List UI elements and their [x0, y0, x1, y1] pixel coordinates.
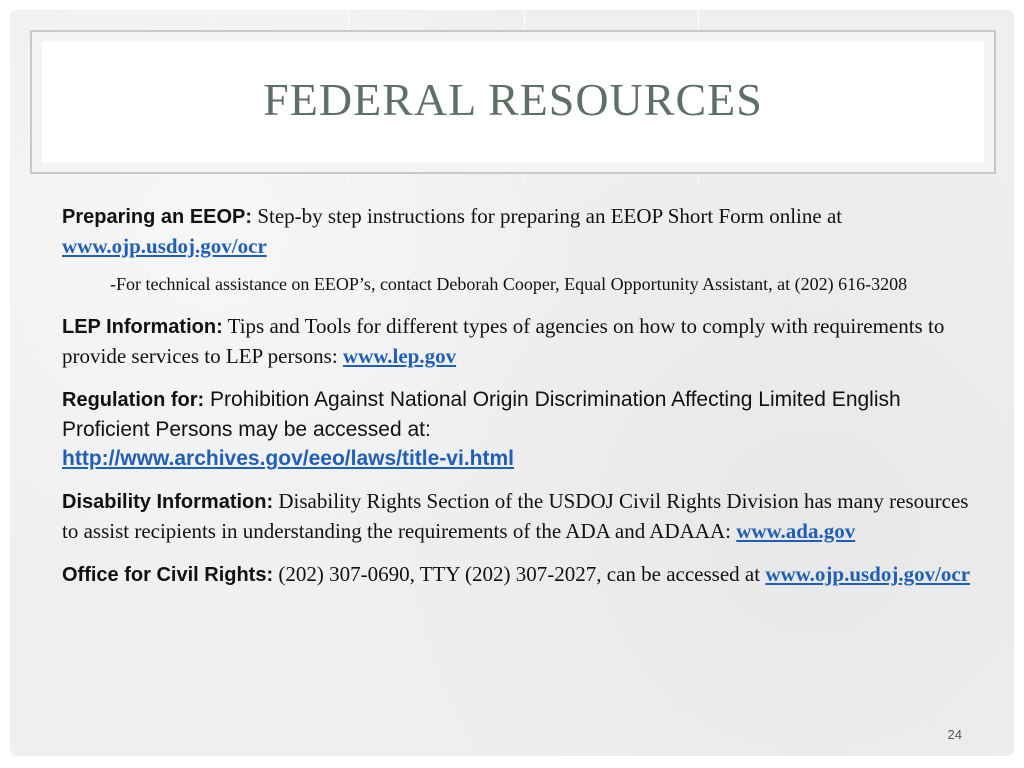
regulation-label: Regulation for:: [62, 389, 205, 411]
ocr-label: Office for Civil Rights:: [62, 564, 274, 586]
disability-link[interactable]: www.ada.gov: [736, 519, 856, 543]
disability-text: Disability Rights Section of the USDOJ Civil Rights Division has many resources to assist recipients in understanding the requirements of the ADA and ADAAA:: [62, 489, 969, 543]
regulation-text: Prohibition Against National Origin Discrimination Affecting Limited English Proficient Persons may be accessed at:: [62, 388, 901, 441]
disability-label: Disability Information:: [62, 491, 274, 513]
eeop-paragraph: [62, 202, 982, 261]
title-panel: [42, 41, 984, 163]
ocr-link[interactable]: www.ojp.usdoj.gov/ocr: [765, 562, 971, 586]
lep-label: LEP Information:: [62, 316, 223, 338]
lep-text: Tips and Tools for different types of agencies on how to comply with requirements to provide services to LEP persons:: [62, 314, 945, 368]
eeop-text: Step-by step instructions for preparing an EEOP Short Form online at: [252, 204, 843, 228]
lep-link[interactable]: www.lep.gov: [342, 344, 457, 368]
page-number: 24: [947, 727, 962, 742]
ocr-text: (202) 307-0690, TTY (202) 307-2027, can be accessed at: [273, 562, 766, 586]
disability-paragraph: [62, 487, 982, 546]
eeop-label: Preparing an EEOP:: [62, 206, 253, 228]
regulation-link[interactable]: http://www.archives.gov/eeo/laws/title-vi.html: [62, 447, 514, 470]
lep-paragraph: [62, 312, 982, 371]
eeop-link[interactable]: www.ojp.usdoj.gov/ocr: [62, 234, 267, 258]
ocr-paragraph: [62, 560, 982, 590]
slide-title: FEDERAL RESOURCES: [263, 73, 763, 125]
eeop-contact-note: -For technical assistance on EEOP’s, contact Deborah Cooper, Equal Opportunity Assistant, at (202) 616-3208: [110, 274, 908, 294]
regulation-paragraph: [62, 385, 982, 473]
title-frame: [30, 30, 996, 174]
slide-content: [62, 202, 982, 604]
slide: [10, 10, 1014, 756]
